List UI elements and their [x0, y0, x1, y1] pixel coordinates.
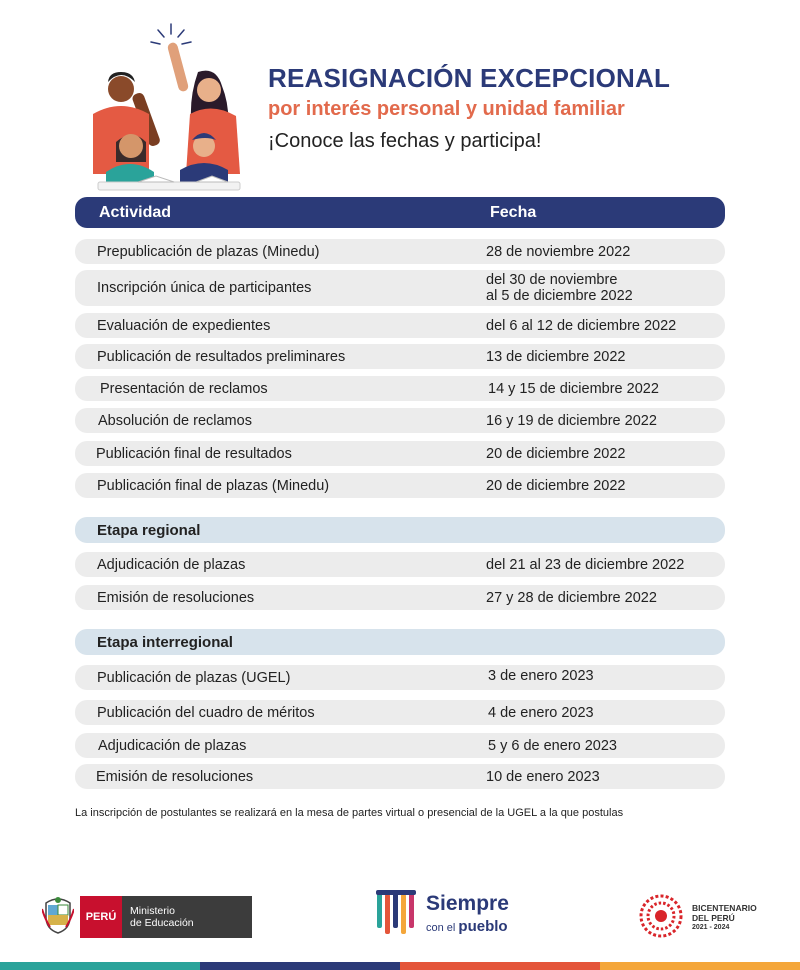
- table-row: [75, 313, 725, 338]
- section-label: Etapa interregional: [97, 633, 233, 651]
- colored-bars-icon: [376, 890, 420, 936]
- table-row: [75, 376, 725, 401]
- siempre-con-el-pueblo-logo: [376, 888, 526, 940]
- row-date: 28 de noviembre 2022: [486, 243, 631, 260]
- bic-line: DEL PERÚ: [692, 913, 735, 923]
- column-header-activity: Actividad: [99, 203, 172, 221]
- footnote: La inscripción de postulantes se realizará en la mesa de partes virtual o presencial de la UGEL a la que postulas: [75, 807, 624, 819]
- row-date: 16 y 19 de diciembre 2022: [486, 412, 657, 429]
- page-subtitle: por interés personal y unidad familiar: [268, 98, 625, 120]
- con-el-text: con el: [426, 922, 456, 934]
- row-date: 13 de diciembre 2022: [486, 348, 626, 365]
- table-row: [75, 585, 725, 610]
- section-header-interregional: [75, 629, 725, 655]
- peru-label: PERÚ: [80, 896, 122, 938]
- table-row: [75, 408, 725, 433]
- table-row: [75, 270, 725, 306]
- table-row: [75, 473, 725, 498]
- header: [268, 62, 788, 155]
- coat-of-arms-icon: [42, 895, 74, 935]
- ministerio-educacion-logo: [42, 893, 252, 939]
- row-activity: Prepublicación de plazas (Minedu): [97, 243, 320, 260]
- bic-years: 2021 - 2024: [692, 924, 730, 931]
- peru-minedu-badge: [80, 896, 252, 938]
- bicentenario-text: [692, 903, 757, 933]
- section-header-regional: [75, 517, 725, 543]
- table-row: [75, 733, 725, 758]
- family-high-five-illustration: [78, 22, 260, 194]
- row-date: del 21 al 23 de diciembre 2022: [486, 556, 685, 573]
- row-activity: Inscripción única de participantes: [97, 280, 312, 296]
- row-date: 10 de enero 2023: [486, 768, 600, 785]
- row-activity: Evaluación de expedientes: [97, 317, 271, 334]
- color-bar-segment: [0, 962, 200, 970]
- ministry-line: de Educación: [130, 917, 194, 929]
- row-activity: Adjudicación de plazas: [97, 556, 246, 573]
- ministry-name: [122, 896, 252, 938]
- table-row: [75, 700, 725, 725]
- row-activity: Publicación del cuadro de méritos: [97, 704, 315, 721]
- color-bar-segment: [400, 962, 600, 970]
- table-row: [75, 552, 725, 577]
- con-el-pueblo-text: [426, 918, 508, 935]
- color-bar-segment: [600, 962, 800, 970]
- table-row: [75, 344, 725, 369]
- row-date-line: del 30 de noviembre: [486, 272, 618, 288]
- table-row: [75, 665, 725, 690]
- row-date: [486, 270, 633, 306]
- table-row: [75, 239, 725, 264]
- row-activity: Adjudicación de plazas: [98, 737, 247, 754]
- section-label: Etapa regional: [97, 521, 201, 539]
- row-date: 4 de enero 2023: [488, 704, 594, 721]
- row-date: 3 de enero 2023: [488, 667, 594, 684]
- row-activity: Publicación de plazas (UGEL): [97, 669, 291, 686]
- row-activity: Absolución de reclamos: [98, 412, 252, 429]
- bic-line: BICENTENARIO: [692, 903, 757, 913]
- tagline: ¡Conoce las fechas y participa!: [268, 130, 542, 152]
- page-title: REASIGNACIÓN EXCEPCIONAL: [268, 63, 671, 93]
- bicentenario-logo: [636, 891, 776, 941]
- column-header-date: Fecha: [490, 203, 537, 221]
- row-activity: Publicación final de plazas (Minedu): [97, 477, 330, 494]
- row-activity: Emisión de resoluciones: [96, 768, 254, 785]
- table-row: [75, 441, 725, 466]
- table-header: [75, 197, 725, 228]
- table-row: [75, 764, 725, 789]
- row-activity: Publicación final de resultados: [96, 445, 292, 462]
- row-date: 20 de diciembre 2022: [486, 445, 626, 462]
- row-activity: Publicación de resultados preliminares: [97, 348, 346, 365]
- color-bar: [0, 962, 800, 970]
- row-date: 27 y 28 de diciembre 2022: [486, 589, 657, 606]
- row-date: 5 y 6 de enero 2023: [488, 737, 617, 754]
- row-activity: Emisión de resoluciones: [97, 589, 255, 606]
- bicentenario-ring-icon: [636, 891, 686, 941]
- row-date: del 6 al 12 de diciembre 2022: [486, 317, 677, 334]
- color-bar-segment: [200, 962, 400, 970]
- row-date: 14 y 15 de diciembre 2022: [488, 380, 659, 397]
- row-date: 20 de diciembre 2022: [486, 477, 626, 494]
- pueblo-text: pueblo: [458, 918, 508, 935]
- ministry-line: Ministerio: [130, 905, 175, 917]
- siempre-text: Siempre: [426, 892, 509, 915]
- row-date-line: al 5 de diciembre 2022: [486, 288, 633, 304]
- row-activity: Presentación de reclamos: [100, 380, 268, 397]
